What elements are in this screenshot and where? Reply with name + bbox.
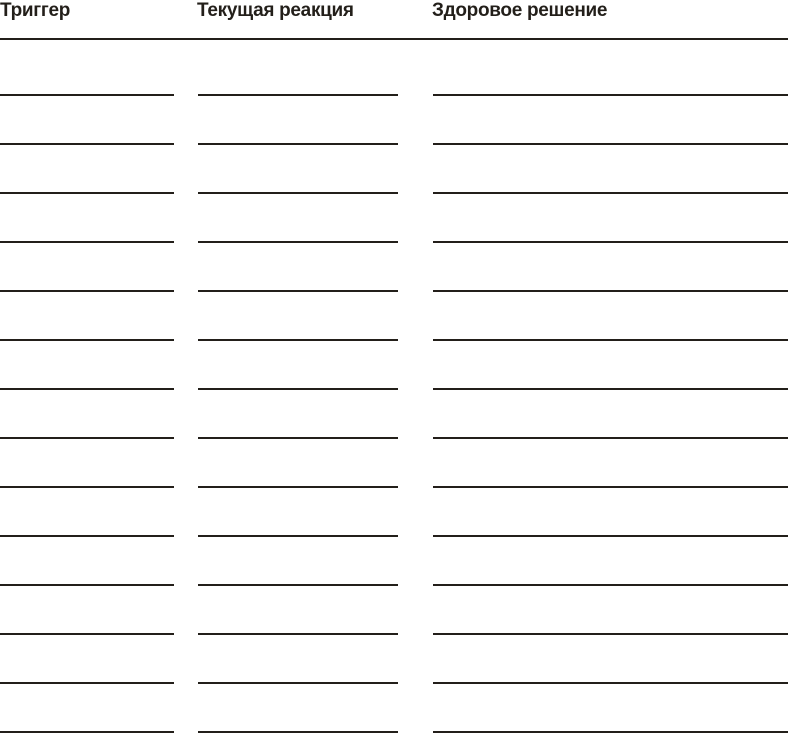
blank-line-current-reaction — [198, 437, 398, 439]
blank-line-healthy-solution — [433, 731, 788, 733]
blank-line-trigger — [0, 584, 174, 586]
blank-line-healthy-solution — [433, 339, 788, 341]
blank-line-trigger — [0, 143, 174, 145]
blank-line-healthy-solution — [433, 94, 788, 96]
blank-line-current-reaction — [198, 535, 398, 537]
blank-line-current-reaction — [198, 584, 398, 586]
blank-line-current-reaction — [198, 682, 398, 684]
blank-line-healthy-solution — [433, 290, 788, 292]
column-header-healthy-solution: Здоровое решение — [432, 0, 608, 21]
blank-line-current-reaction — [198, 241, 398, 243]
blank-line-healthy-solution — [433, 486, 788, 488]
blank-line-healthy-solution — [433, 143, 788, 145]
blank-line-trigger — [0, 682, 174, 684]
blank-line-trigger — [0, 388, 174, 390]
blank-line-current-reaction — [198, 94, 398, 96]
blank-line-current-reaction — [198, 143, 398, 145]
blank-line-trigger — [0, 192, 174, 194]
blank-line-current-reaction — [198, 633, 398, 635]
blank-line-trigger — [0, 486, 174, 488]
column-header-trigger: Триггер — [0, 0, 71, 21]
blank-line-trigger — [0, 731, 174, 733]
blank-line-current-reaction — [198, 486, 398, 488]
blank-line-healthy-solution — [433, 535, 788, 537]
blank-line-trigger — [0, 241, 174, 243]
blank-line-current-reaction — [198, 290, 398, 292]
blank-line-healthy-solution — [433, 437, 788, 439]
blank-line-current-reaction — [198, 388, 398, 390]
blank-line-healthy-solution — [433, 682, 788, 684]
blank-line-trigger — [0, 290, 174, 292]
blank-line-trigger — [0, 339, 174, 341]
blank-line-healthy-solution — [433, 633, 788, 635]
blank-line-healthy-solution — [433, 584, 788, 586]
blank-line-trigger — [0, 633, 174, 635]
blank-line-healthy-solution — [433, 192, 788, 194]
blank-line-current-reaction — [198, 731, 398, 733]
blank-line-current-reaction — [198, 192, 398, 194]
blank-line-trigger — [0, 94, 174, 96]
blank-line-healthy-solution — [433, 241, 788, 243]
blank-line-trigger — [0, 535, 174, 537]
blank-line-trigger — [0, 437, 174, 439]
column-header-current-reaction: Текущая реакция — [197, 0, 354, 21]
blank-line-current-reaction — [198, 339, 398, 341]
blank-line-healthy-solution — [433, 388, 788, 390]
